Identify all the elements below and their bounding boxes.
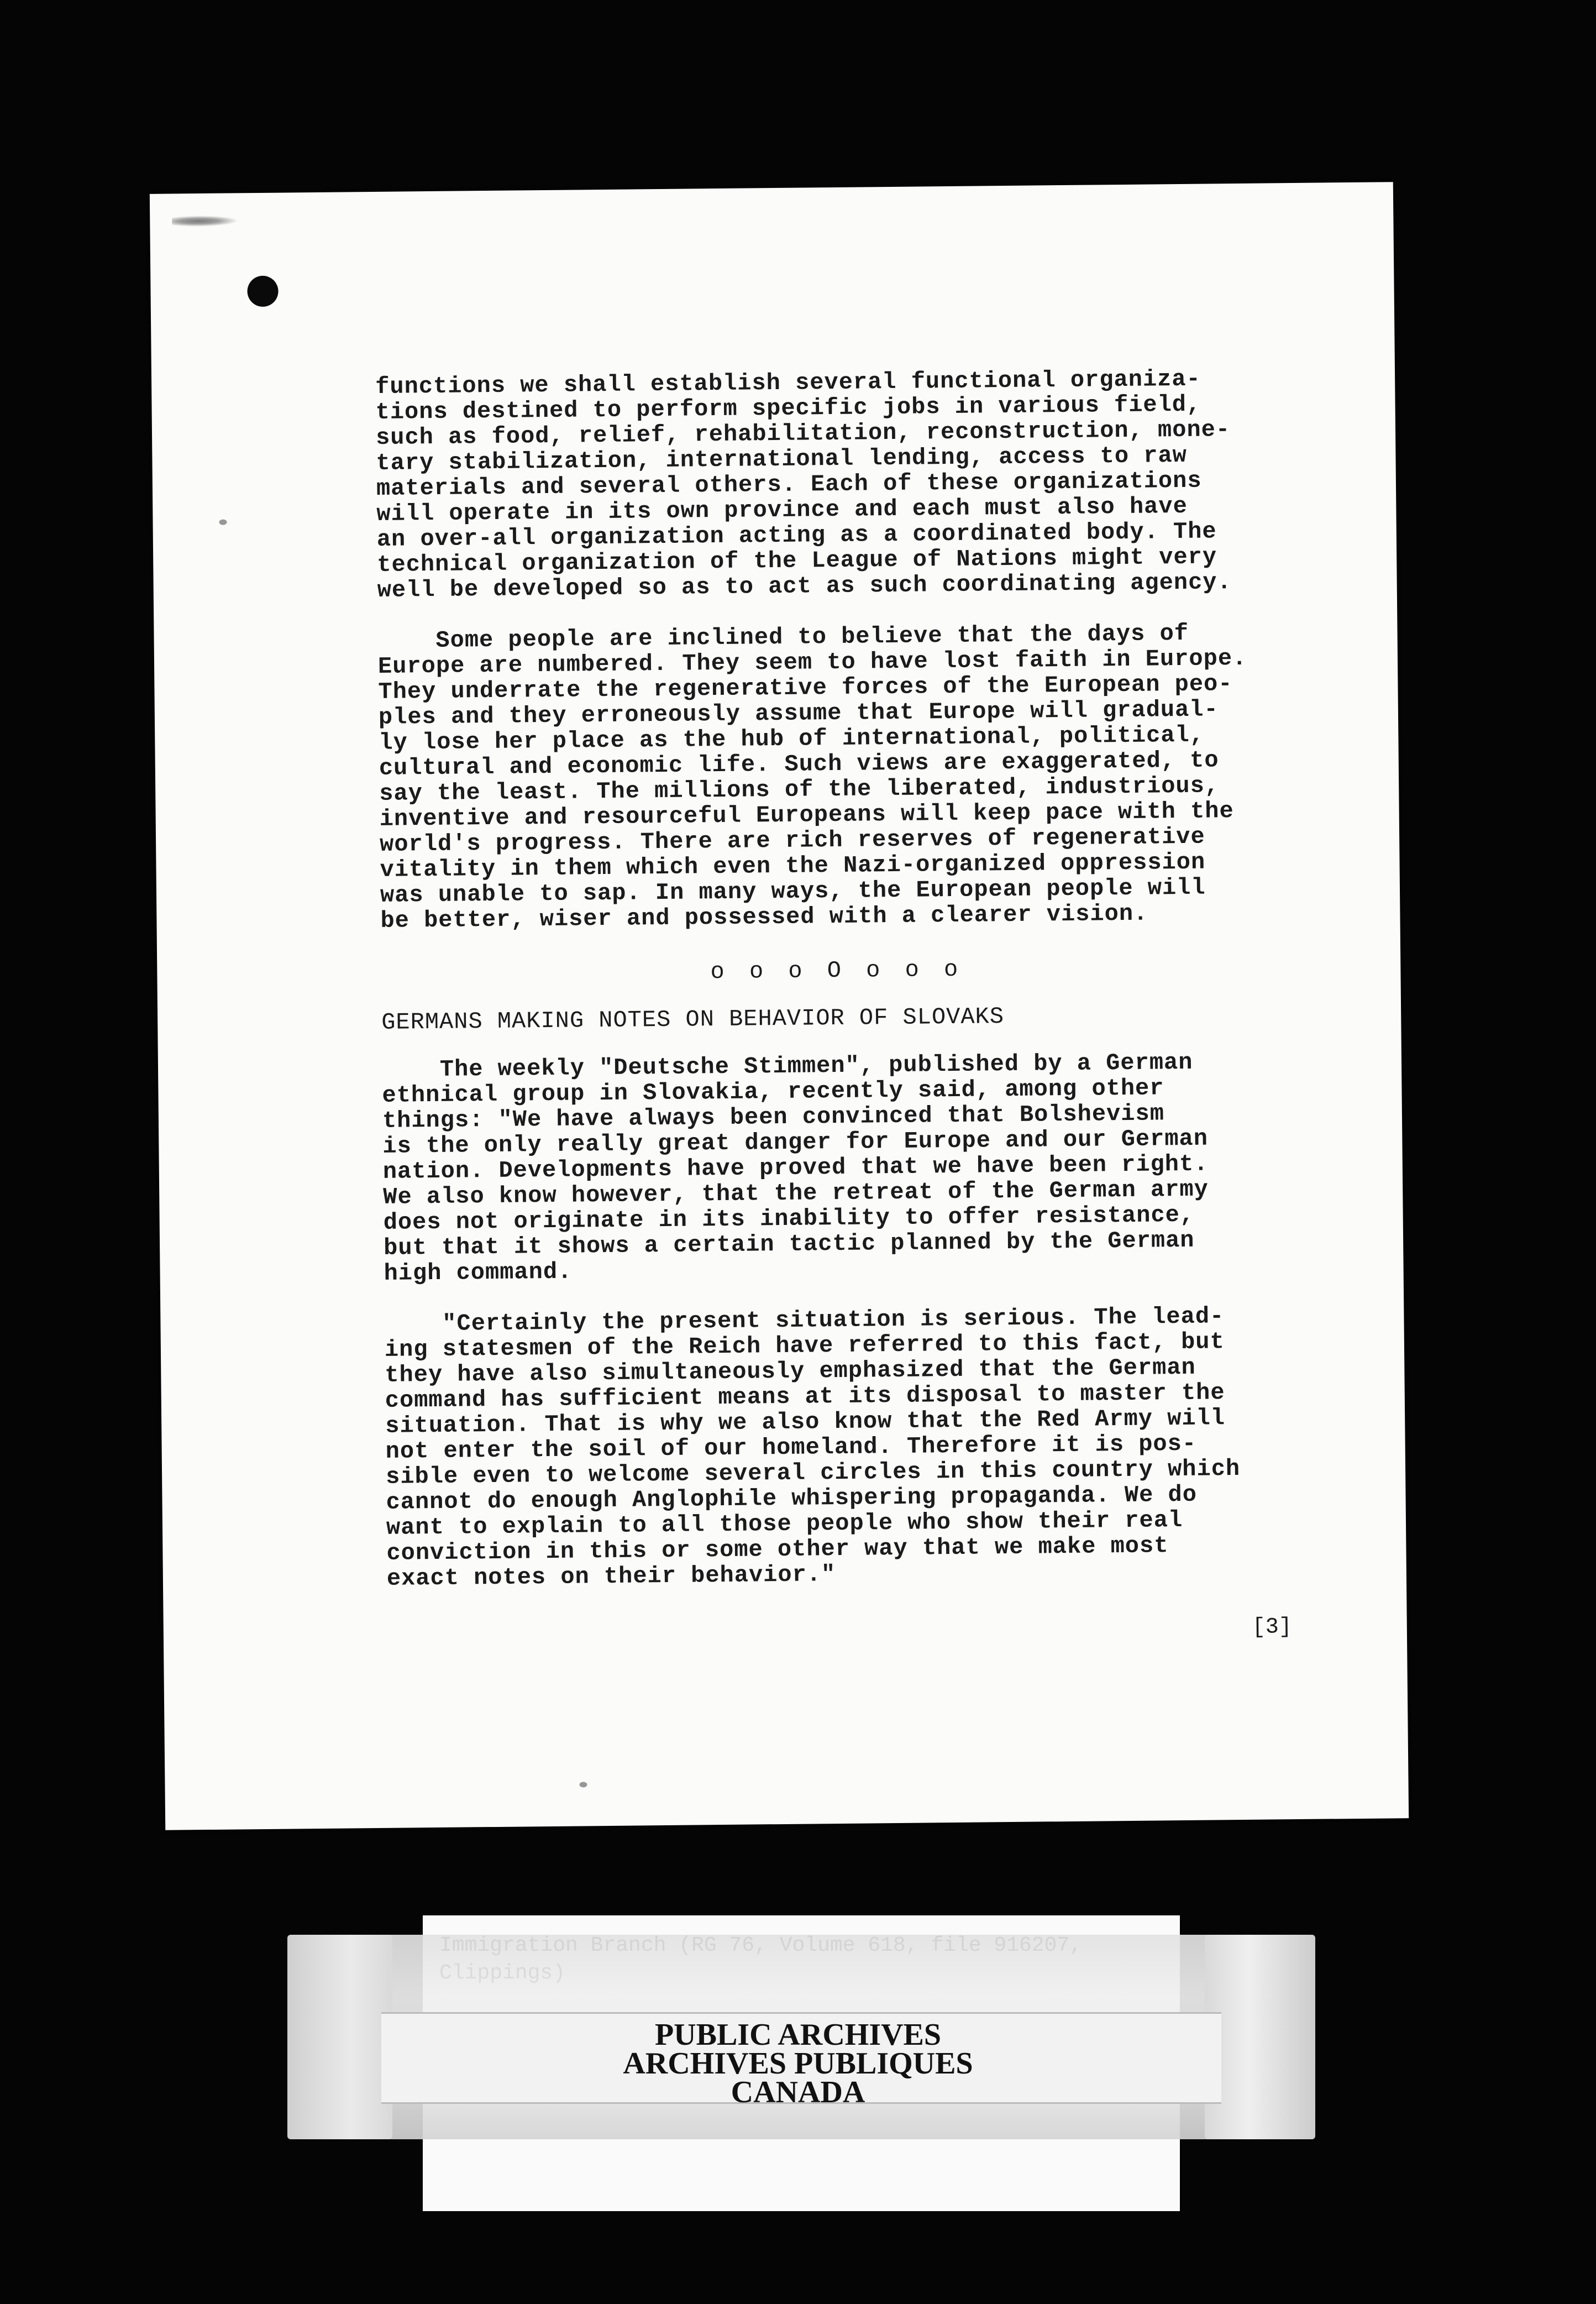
section-heading: GERMANS MAKING NOTES ON BEHAVIOR OF SLOVAKS: [381, 1003, 1005, 1036]
speck-mark: [579, 1782, 587, 1787]
paragraph: functions we shall establish several functional organiza- tions destined to perform specific jobs in various field, such as food, relief, rehabilitation, reconstruction, mone- tary stabilization, international lending, access to raw materials and several others. Each of these organizations will operate in its own province and each must also have an over-all organization acting as a coordinated body. The technical organization of the League of Nations might very well be developed so as to act as such coordinating agency.: [375, 365, 1232, 604]
document-body: [375, 365, 1299, 1591]
paragraph: "Certainly the present situation is serious. The lead- ing statesmen of the Reich have referred to this fact, but they have also simultaneously emphasized that the German command has sufficient means at its disposal to master the situation. That is why we also know that the Red Army will not enter the soil of our homeland. Therefore it is pos- sible even to welcome several circles in this country which cannot do enough Anglophile whispering propaganda. We do want to explain to all those people who show their real conviction in this or some other way that we make most exact notes on their behavior.": [384, 1303, 1241, 1592]
paragraph: Some people are inclined to believe that the days of Europe are numbered. They seem to have lost faith in Europe. They underrate the regenerative forces of the European peo- ples and they erroneously assume that Europe will gradual- ly lose her place as the hub of international, political, cultural and economic life. Such views are exaggerated, to say the least. The millions of the liberated, industrious, inventive and resourceful Europeans will keep pace with the world's progress. There are rich reserves of regenerative vitality in them which even the Nazi-organized oppression was unable to sap. In many ways, the European people will be better, wiser and possessed with a clearer vision.: [377, 620, 1247, 934]
archives-stamp: [0, 2020, 1596, 2107]
paragraph: The weekly "Deutsche Stimmen", published by a German ethnical group in Slovakia, recently said, among other things: "We have always been convinced that Bolshevism is the only really great danger for Europe and our German nation. Developments have proved that we have been right. We also know however, that the retreat of the German army does not originate in its inability to offer resistance, but that it shows a certain tactic planned by the German high command.: [381, 1049, 1209, 1287]
page-number: [3]: [1252, 1615, 1293, 1640]
stamp-line: ARCHIVES PUBLIQUES: [623, 2046, 973, 2081]
speck-mark: [219, 520, 227, 525]
document-page: [150, 182, 1409, 1830]
stamp-line: PUBLIC ARCHIVES: [654, 2018, 942, 2052]
section-divider: o o o O o o o: [710, 956, 964, 986]
stamp-line: CANADA: [731, 2075, 865, 2109]
label-card-bottom: [423, 2139, 1180, 2211]
punch-hole: [247, 276, 279, 307]
corner-smudge: [172, 215, 238, 227]
